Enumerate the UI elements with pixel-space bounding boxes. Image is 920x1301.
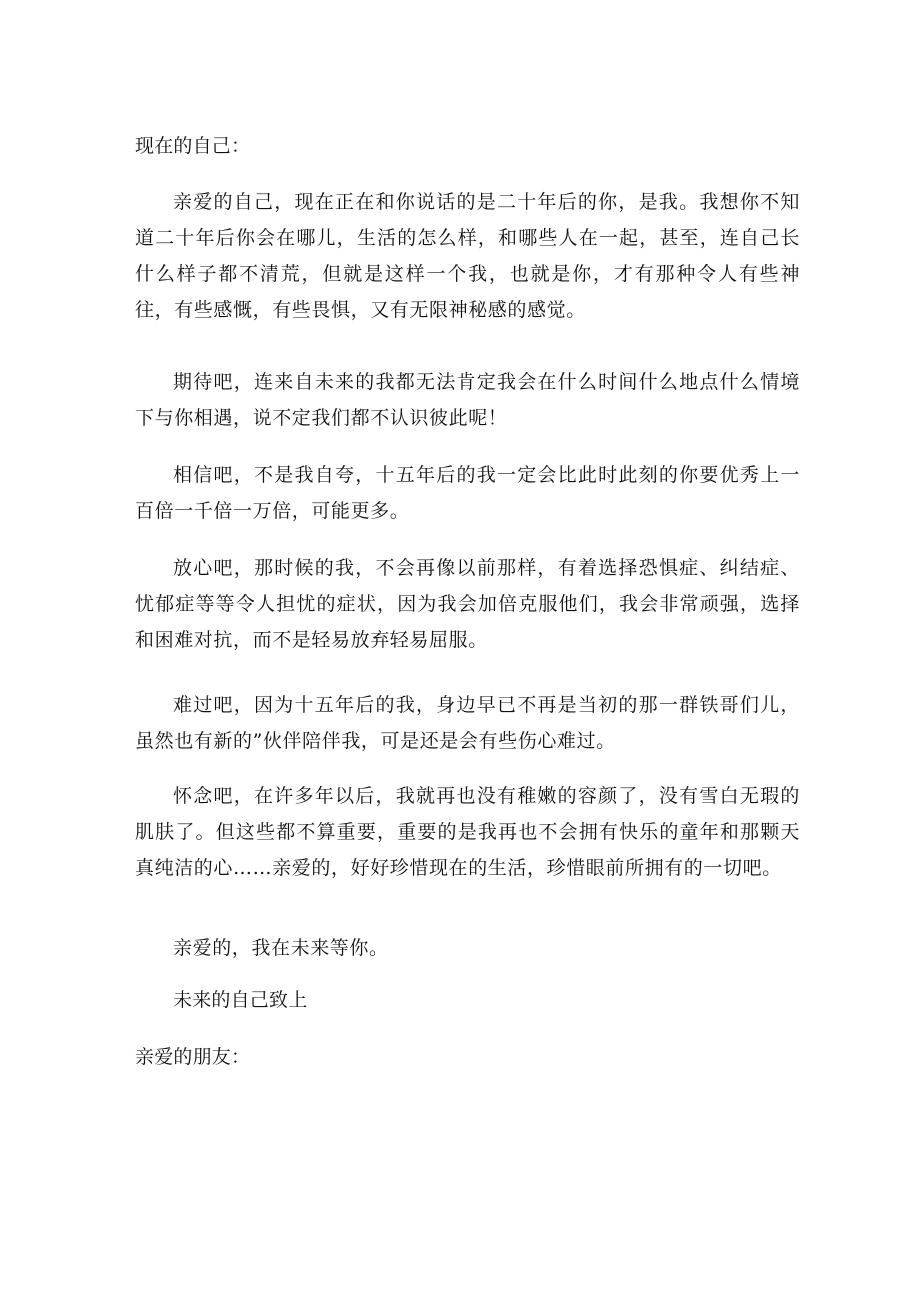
paragraph-7: 亲爱的，我在未来等你。: [173, 937, 389, 959]
paragraph-6: 怀念吧，在许多年以后，我就再也没有稚嫩的容颜了，没有雪白无瑕的肌肤了。但这些都不算重要，重要的是我再也不会拥有快乐的童年和那颗天真纯洁的心……亲爱的，好好珍惜现在的生活，珍惜眼前所拥有的一切吧。: [135, 785, 800, 879]
paragraph-2: 期待吧，连来自未来的我都无法肯定我会在什么时间什么地点什么情境下与你相遇，说不定我们都不认识彼此呢！: [135, 371, 800, 429]
paragraph-1: 亲爱的自己，现在正在和你说话的是二十年后的你，是我。我想你不知道二十年后你会在哪儿，生活的怎么样，和哪些人在一起，甚至，连自己长什么样子都不清荒，但就是这样一个我，也就是你，才有那种令人有些神往，有些感慨，有些畏惧，又有无限神秘感的感觉。: [135, 191, 800, 321]
salutation: 现在的自己：: [135, 135, 251, 157]
paragraph-4: 放心吧，那时候的我，不会再像以前那样，有着选择恐惧症、纠结症、忧郁症等等令人担忧的症状，因为我会加倍克服他们，我会非常顽强，选择和困难对抗，而不是轻易放弃轻易屈服。: [135, 557, 800, 651]
next-salutation: 亲爱的朋友：: [135, 1046, 251, 1068]
paragraph-5: 难过吧，因为十五年后的我，身边早已不再是当初的那一群铁哥们儿，虽然也有新的”伙伴陪伴我，可是还是会有些伤心难过。: [135, 694, 800, 752]
closing-signature: 未来的自己致上: [173, 989, 308, 1011]
paragraph-3: 相信吧，不是我自夸，十五年后的我一定会比此时此刻的你要优秀上一百倍一千倍一万倍，可能更多。: [135, 464, 800, 522]
